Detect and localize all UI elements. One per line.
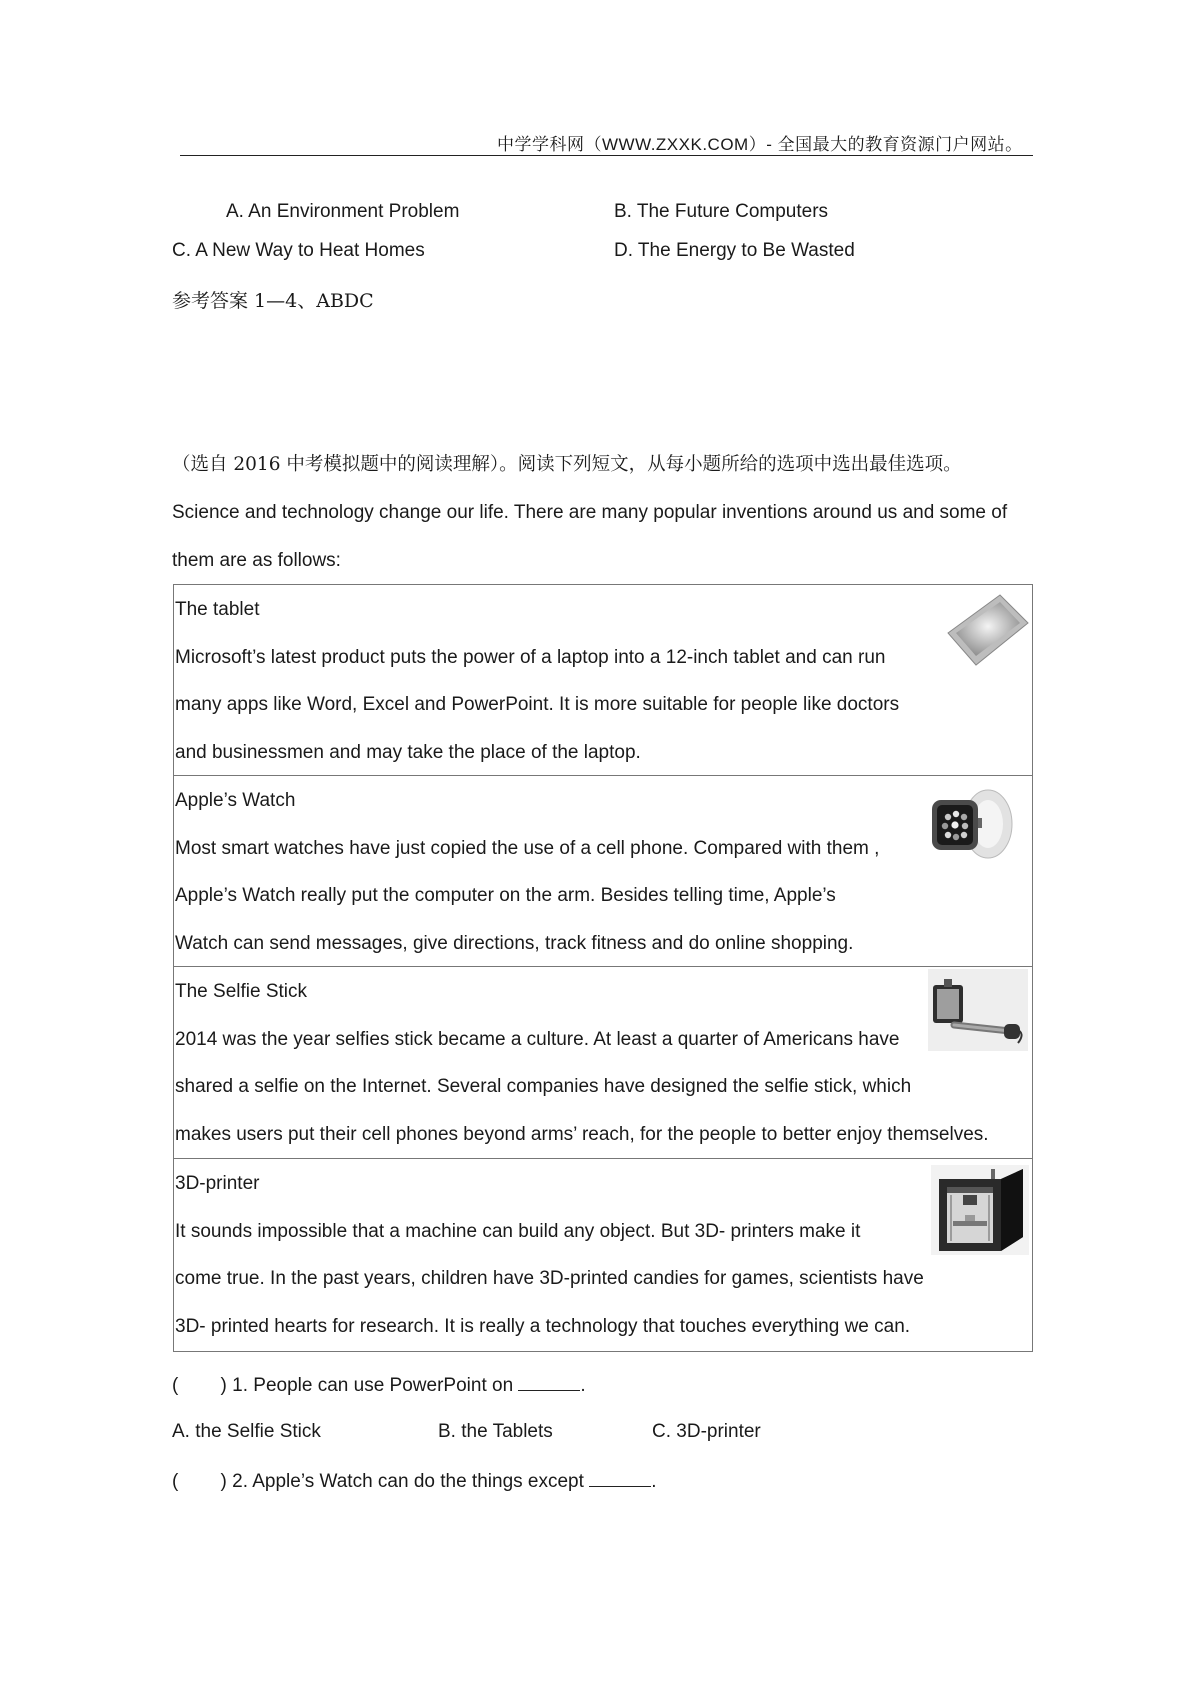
question-2 bbox=[172, 1468, 656, 1494]
invention-title: 3D-printer bbox=[175, 1173, 260, 1194]
option-a: A. An Environment Problem bbox=[226, 201, 460, 222]
page-header: 中学学科网（WWW.ZXXK.COM）- 全国最大的教育资源门户网站。 bbox=[497, 135, 1023, 154]
invention-title: The Selfie Stick bbox=[175, 981, 307, 1002]
invention-line: 2014 was the year selfies stick became a culture. At least a quarter of Americans have bbox=[175, 1029, 900, 1050]
answer-bracket: ( ) bbox=[172, 1471, 227, 1492]
option-b: B. The Future Computers bbox=[614, 201, 829, 222]
header-divider bbox=[180, 155, 1033, 156]
tablet-image bbox=[942, 589, 1032, 669]
invention-cell-watch bbox=[173, 775, 1033, 967]
invention-line: Most smart watches have just copied the use of a cell phone. Compared with them , bbox=[175, 838, 880, 859]
question-stem: 2. Apple’s Watch can do the things except bbox=[232, 1471, 584, 1492]
invention-line: many apps like Word, Excel and PowerPoint. It is more suitable for people like doctors bbox=[175, 694, 900, 715]
invention-line: and businessmen and may take the place of the laptop. bbox=[175, 742, 641, 763]
q1-option-a: A. the Selfie Stick bbox=[172, 1421, 321, 1442]
invention-line: come true. In the past years, children have 3D-printed candies for games, scientists have bbox=[175, 1268, 924, 1289]
invention-cell-tablet bbox=[173, 584, 1033, 776]
invention-line: Apple’s Watch really put the computer on the arm. Besides telling time, Apple’s bbox=[175, 885, 836, 906]
invention-title: Apple’s Watch bbox=[175, 790, 296, 811]
option-c: C. A New Way to Heat Homes bbox=[172, 240, 425, 261]
intro-line-1: Science and technology change our life. There are many popular inventions around us and some of bbox=[172, 502, 1008, 523]
passage-instruction: （选自 2016 中考模拟题中的阅读理解）。阅读下列短文，从每小题所给的选项中选出最佳选项。 bbox=[172, 454, 962, 475]
invention-cell-selfie-stick bbox=[173, 966, 1033, 1159]
question-1 bbox=[172, 1372, 586, 1398]
invention-line: Microsoft’s latest product puts the power of a laptop into a 12-inch tablet and can run bbox=[175, 647, 886, 668]
answer-blank bbox=[589, 1468, 651, 1487]
q1-option-b: B. the Tablets bbox=[438, 1421, 553, 1442]
q1-option-c: C. 3D-printer bbox=[652, 1421, 761, 1442]
smartwatch-image bbox=[928, 784, 1018, 868]
answer-key: 参考答案 1—4、ABDC bbox=[172, 290, 374, 312]
intro-line-2: them are as follows: bbox=[172, 550, 341, 571]
invention-line: 3D- printed hearts for research. It is really a technology that touches everything we can. bbox=[175, 1316, 911, 1337]
question-stem: 1. People can use PowerPoint on bbox=[232, 1375, 514, 1396]
answer-blank bbox=[518, 1372, 580, 1391]
selfie-stick-image bbox=[928, 969, 1028, 1051]
question-end: . bbox=[580, 1375, 586, 1396]
invention-line: It sounds impossible that a machine can build any object. But 3D- printers make it bbox=[175, 1221, 861, 1242]
answer-bracket: ( ) bbox=[172, 1375, 227, 1396]
3d-printer-image bbox=[931, 1165, 1029, 1255]
invention-line: makes users put their cell phones beyond arms’ reach, for the people to better enjoy themselves. bbox=[175, 1124, 989, 1145]
invention-line: shared a selfie on the Internet. Several companies have designed the selfie stick, which bbox=[175, 1076, 912, 1097]
invention-title: The tablet bbox=[175, 599, 260, 620]
invention-line: Watch can send messages, give directions, track fitness and do online shopping. bbox=[175, 933, 854, 954]
option-d: D. The Energy to Be Wasted bbox=[614, 240, 855, 261]
invention-cell-3d-printer bbox=[173, 1158, 1033, 1352]
question-end: . bbox=[651, 1471, 657, 1492]
